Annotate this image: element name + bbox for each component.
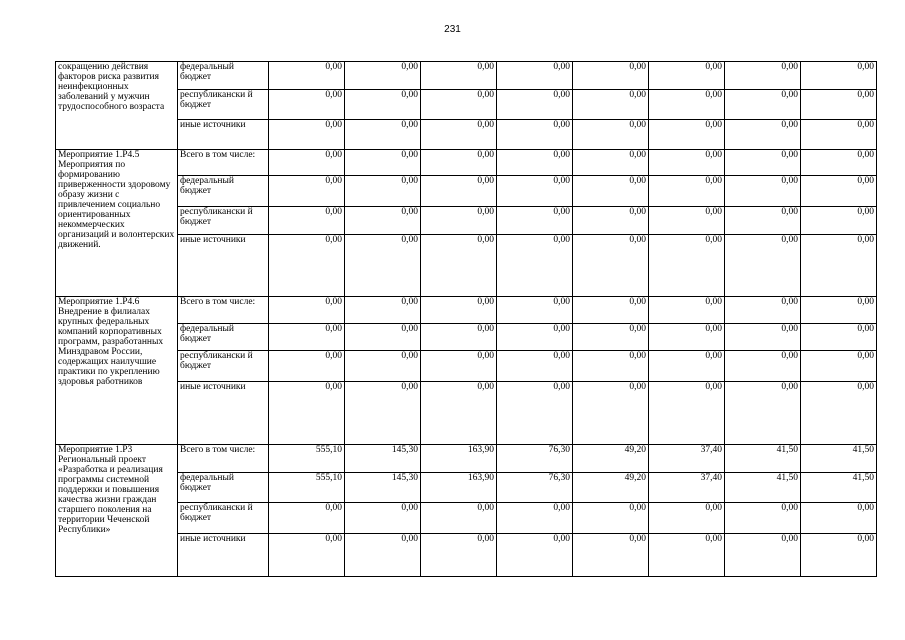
value-cell: 0,00 xyxy=(573,120,649,150)
value-cell: 0,00 xyxy=(345,503,421,534)
funding-source-cell: иные источники xyxy=(178,120,269,150)
value-cell: 0,00 xyxy=(497,503,573,534)
value-cell: 163,90 xyxy=(421,473,497,503)
funding-source-cell: иные источники xyxy=(178,235,269,297)
funding-source-cell: Всего в том числе: xyxy=(178,297,269,324)
value-cell: 0,00 xyxy=(801,176,877,207)
value-cell: 0,00 xyxy=(649,90,725,120)
value-cell: 0,00 xyxy=(421,382,497,445)
value-cell: 0,00 xyxy=(345,534,421,577)
value-cell: 163,90 xyxy=(421,445,497,473)
value-cell: 0,00 xyxy=(497,534,573,577)
table-row xyxy=(56,445,877,473)
table-row xyxy=(56,207,877,235)
value-cell: 0,00 xyxy=(725,235,801,297)
value-cell: 0,00 xyxy=(725,90,801,120)
value-cell: 0,00 xyxy=(345,150,421,176)
value-cell: 0,00 xyxy=(649,120,725,150)
budget-table xyxy=(55,61,877,577)
event-cell: сокращению действия факторов риска развития неинфекционных заболеваний у мужчин трудоспособного возраста xyxy=(56,62,178,150)
value-cell: 0,00 xyxy=(269,90,345,120)
value-cell: 0,00 xyxy=(801,150,877,176)
value-cell: 0,00 xyxy=(421,90,497,120)
value-cell: 0,00 xyxy=(421,207,497,235)
value-cell: 41,50 xyxy=(725,473,801,503)
table-row xyxy=(56,150,877,176)
value-cell: 0,00 xyxy=(649,62,725,90)
table-row xyxy=(56,62,877,90)
value-cell: 0,00 xyxy=(345,90,421,120)
value-cell: 0,00 xyxy=(725,176,801,207)
value-cell: 0,00 xyxy=(801,382,877,445)
value-cell: 0,00 xyxy=(421,62,497,90)
funding-source-cell: иные источники xyxy=(178,534,269,577)
funding-source-cell: федеральный бюджет xyxy=(178,176,269,207)
value-cell: 0,00 xyxy=(345,235,421,297)
value-cell: 0,00 xyxy=(573,324,649,351)
value-cell: 0,00 xyxy=(573,382,649,445)
value-cell: 0,00 xyxy=(497,324,573,351)
value-cell: 0,00 xyxy=(725,120,801,150)
value-cell: 0,00 xyxy=(269,120,345,150)
value-cell: 0,00 xyxy=(345,120,421,150)
value-cell: 0,00 xyxy=(649,534,725,577)
value-cell: 0,00 xyxy=(573,503,649,534)
value-cell: 0,00 xyxy=(801,235,877,297)
value-cell: 0,00 xyxy=(497,150,573,176)
table-row xyxy=(56,90,877,120)
value-cell: 555,10 xyxy=(269,473,345,503)
value-cell: 0,00 xyxy=(497,207,573,235)
value-cell: 49,20 xyxy=(573,445,649,473)
table-row xyxy=(56,503,877,534)
value-cell: 0,00 xyxy=(801,62,877,90)
value-cell: 0,00 xyxy=(421,176,497,207)
table-row xyxy=(56,297,877,324)
table-row xyxy=(56,235,877,297)
value-cell: 0,00 xyxy=(421,534,497,577)
funding-source-cell: Всего в том числе: xyxy=(178,150,269,176)
value-cell: 0,00 xyxy=(421,503,497,534)
value-cell: 0,00 xyxy=(421,324,497,351)
value-cell: 0,00 xyxy=(497,120,573,150)
value-cell: 0,00 xyxy=(725,207,801,235)
value-cell: 0,00 xyxy=(573,297,649,324)
funding-source-cell: Всего в том числе: xyxy=(178,445,269,473)
value-cell: 0,00 xyxy=(573,235,649,297)
value-cell: 0,00 xyxy=(269,382,345,445)
value-cell: 0,00 xyxy=(573,351,649,382)
value-cell: 0,00 xyxy=(269,207,345,235)
table-row xyxy=(56,120,877,150)
value-cell: 37,40 xyxy=(649,473,725,503)
value-cell: 0,00 xyxy=(345,297,421,324)
value-cell: 0,00 xyxy=(421,120,497,150)
table-row xyxy=(56,351,877,382)
event-cell: Мероприятие 1.Р3 Региональный проект «Разработка и реализация программы системной поддержки и повышения качества жизни граждан старшего поколения на территории Чеченской Республики» xyxy=(56,445,178,577)
value-cell: 0,00 xyxy=(573,207,649,235)
value-cell: 0,00 xyxy=(345,351,421,382)
funding-source-cell: республикански й бюджет xyxy=(178,90,269,120)
table-row xyxy=(56,473,877,503)
table-row xyxy=(56,324,877,351)
value-cell: 0,00 xyxy=(725,297,801,324)
value-cell: 0,00 xyxy=(725,503,801,534)
value-cell: 0,00 xyxy=(801,120,877,150)
value-cell: 41,50 xyxy=(725,445,801,473)
value-cell: 0,00 xyxy=(649,207,725,235)
value-cell: 0,00 xyxy=(269,150,345,176)
event-cell: Мероприятие 1.Р4.5 Мероприятия по формированию приверженности здоровому образу жизни с привлечением социально ориентированных некоммерческих организаций и волонтерских движений. xyxy=(56,150,178,297)
value-cell: 0,00 xyxy=(345,176,421,207)
funding-source-cell: республикански й бюджет xyxy=(178,351,269,382)
value-cell: 0,00 xyxy=(269,297,345,324)
value-cell: 0,00 xyxy=(649,503,725,534)
value-cell: 0,00 xyxy=(725,351,801,382)
value-cell: 0,00 xyxy=(649,351,725,382)
value-cell: 0,00 xyxy=(497,351,573,382)
value-cell: 76,30 xyxy=(497,473,573,503)
value-cell: 0,00 xyxy=(725,150,801,176)
value-cell: 0,00 xyxy=(421,297,497,324)
value-cell: 0,00 xyxy=(801,90,877,120)
value-cell: 145,30 xyxy=(345,473,421,503)
value-cell: 0,00 xyxy=(725,534,801,577)
value-cell: 0,00 xyxy=(421,351,497,382)
value-cell: 0,00 xyxy=(801,324,877,351)
value-cell: 0,00 xyxy=(345,382,421,445)
value-cell: 0,00 xyxy=(497,176,573,207)
value-cell: 0,00 xyxy=(649,382,725,445)
value-cell: 41,50 xyxy=(801,473,877,503)
value-cell: 0,00 xyxy=(269,235,345,297)
table-row xyxy=(56,534,877,577)
value-cell: 0,00 xyxy=(573,90,649,120)
funding-source-cell: республикански й бюджет xyxy=(178,503,269,534)
value-cell: 0,00 xyxy=(649,150,725,176)
value-cell: 0,00 xyxy=(497,90,573,120)
value-cell: 0,00 xyxy=(801,351,877,382)
value-cell: 0,00 xyxy=(345,62,421,90)
value-cell: 0,00 xyxy=(497,235,573,297)
value-cell: 0,00 xyxy=(649,297,725,324)
value-cell: 0,00 xyxy=(725,324,801,351)
value-cell: 37,40 xyxy=(649,445,725,473)
value-cell: 0,00 xyxy=(269,176,345,207)
value-cell: 0,00 xyxy=(497,62,573,90)
value-cell: 555,10 xyxy=(269,445,345,473)
value-cell: 76,30 xyxy=(497,445,573,473)
value-cell: 0,00 xyxy=(725,382,801,445)
funding-source-cell: республикански й бюджет xyxy=(178,207,269,235)
value-cell: 0,00 xyxy=(269,351,345,382)
value-cell: 145,30 xyxy=(345,445,421,473)
value-cell: 0,00 xyxy=(421,235,497,297)
value-cell: 0,00 xyxy=(421,150,497,176)
value-cell: 0,00 xyxy=(649,324,725,351)
value-cell: 0,00 xyxy=(345,324,421,351)
value-cell: 0,00 xyxy=(725,62,801,90)
value-cell: 0,00 xyxy=(649,235,725,297)
value-cell: 0,00 xyxy=(573,176,649,207)
value-cell: 0,00 xyxy=(497,297,573,324)
value-cell: 0,00 xyxy=(269,62,345,90)
page-number: 231 xyxy=(444,24,461,35)
table-row xyxy=(56,176,877,207)
value-cell: 41,50 xyxy=(801,445,877,473)
value-cell: 0,00 xyxy=(801,297,877,324)
value-cell: 0,00 xyxy=(573,62,649,90)
funding-source-cell: иные источники xyxy=(178,382,269,445)
value-cell: 0,00 xyxy=(497,382,573,445)
table-row xyxy=(56,382,877,445)
value-cell: 0,00 xyxy=(269,503,345,534)
value-cell: 0,00 xyxy=(269,534,345,577)
value-cell: 0,00 xyxy=(801,534,877,577)
value-cell: 0,00 xyxy=(801,207,877,235)
value-cell: 49,20 xyxy=(573,473,649,503)
value-cell: 0,00 xyxy=(573,534,649,577)
event-cell: Мероприятие 1.Р4.6 Внедрение в филиалах крупных федеральных компаний корпоративных программ, разработанных Минздравом России, содержащих наилучшие практики по укреплению здоровья работников xyxy=(56,297,178,445)
value-cell: 0,00 xyxy=(649,176,725,207)
funding-source-cell: федеральный бюджет xyxy=(178,62,269,90)
funding-source-cell: федеральный бюджет xyxy=(178,324,269,351)
value-cell: 0,00 xyxy=(801,503,877,534)
value-cell: 0,00 xyxy=(269,324,345,351)
value-cell: 0,00 xyxy=(573,150,649,176)
funding-source-cell: федеральный бюджет xyxy=(178,473,269,503)
value-cell: 0,00 xyxy=(345,207,421,235)
